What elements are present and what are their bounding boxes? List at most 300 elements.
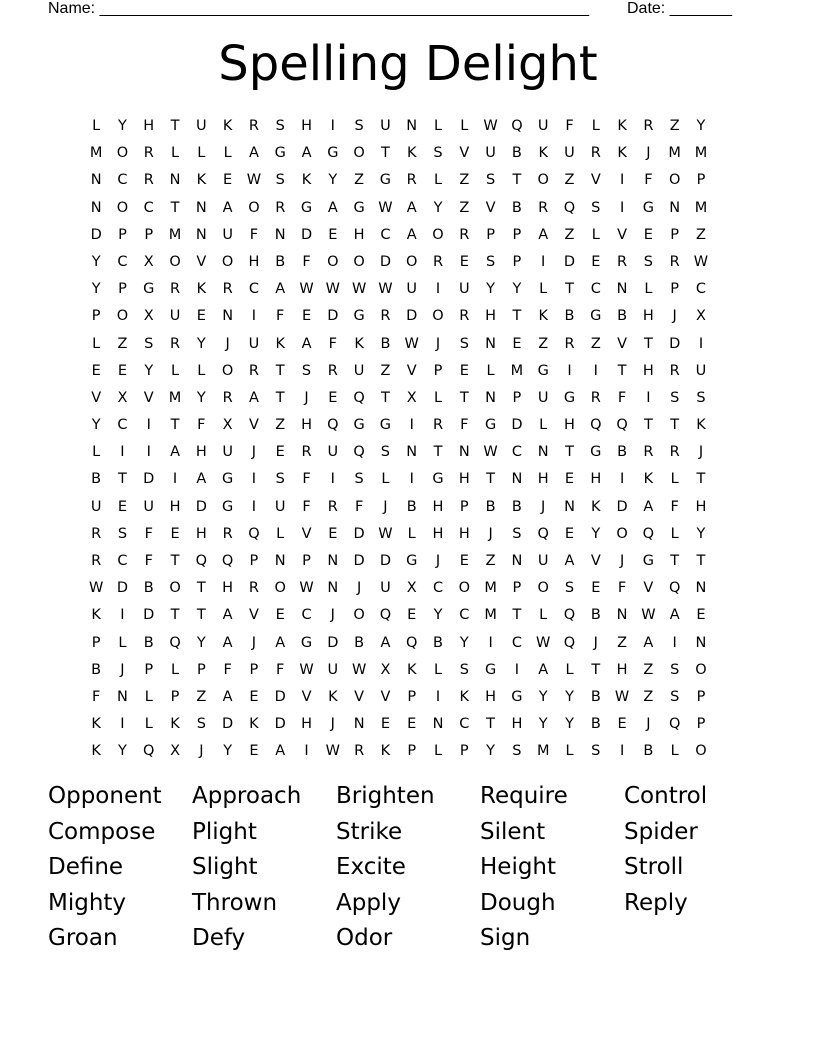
grid-letter[interactable]: L xyxy=(591,226,600,243)
grid-letter[interactable]: U xyxy=(485,145,496,162)
grid-letter[interactable]: V xyxy=(617,335,628,352)
grid-letter[interactable]: G xyxy=(642,199,654,216)
grid-letter[interactable]: C xyxy=(511,634,522,651)
grid-letter[interactable]: K xyxy=(249,716,259,733)
grid-letter[interactable]: L xyxy=(433,661,443,678)
grid-letter[interactable]: H xyxy=(695,498,707,515)
grid-letter[interactable]: N xyxy=(274,226,286,243)
grid-letter[interactable]: X xyxy=(406,389,417,406)
grid-letter[interactable]: L xyxy=(407,525,416,542)
grid-letter[interactable]: D xyxy=(379,553,391,569)
grid-letter[interactable]: I xyxy=(488,634,493,651)
grid-letter[interactable]: S xyxy=(564,580,575,597)
grid-letter[interactable]: Q xyxy=(353,389,365,406)
grid-letter[interactable]: E xyxy=(459,362,469,379)
grid-letter[interactable]: N xyxy=(90,172,102,189)
grid-letter[interactable]: Q xyxy=(169,634,181,651)
grid-letter[interactable]: N xyxy=(117,688,128,705)
grid-letter[interactable]: S xyxy=(301,362,312,379)
grid-letter[interactable]: R xyxy=(327,362,338,379)
grid-letter[interactable]: N xyxy=(90,199,102,216)
grid-letter[interactable]: P xyxy=(196,661,206,678)
grid-letter[interactable]: G xyxy=(537,362,549,379)
grid-letter[interactable]: T xyxy=(170,553,180,569)
grid-letter[interactable]: I xyxy=(619,199,625,216)
grid-letter[interactable]: X xyxy=(143,253,154,270)
grid-letter[interactable]: J xyxy=(251,634,257,651)
grid-letter[interactable]: K xyxy=(222,118,233,134)
grid-letter[interactable]: K xyxy=(643,471,654,488)
grid-letter[interactable]: E xyxy=(301,308,312,325)
grid-letter[interactable]: J xyxy=(356,580,362,597)
grid-letter[interactable]: J xyxy=(593,634,598,651)
grid-letter[interactable]: J xyxy=(304,389,309,406)
grid-letter[interactable]: H xyxy=(458,471,470,488)
grid-letter[interactable]: U xyxy=(564,145,575,162)
grid-letter[interactable]: R xyxy=(669,444,680,461)
grid-letter[interactable]: E xyxy=(223,172,233,189)
grid-letter[interactable]: G xyxy=(484,417,497,434)
grid-letter[interactable]: E xyxy=(170,525,180,542)
grid-letter[interactable]: B xyxy=(143,634,154,651)
grid-letter[interactable]: O xyxy=(537,172,549,189)
grid-letter[interactable]: H xyxy=(458,525,470,542)
grid-letter[interactable]: F xyxy=(617,580,627,597)
grid-letter[interactable]: S xyxy=(696,389,706,406)
grid-letter[interactable]: T xyxy=(118,471,127,488)
grid-letter[interactable]: T xyxy=(591,661,601,678)
grid-letter[interactable]: Q xyxy=(327,417,339,434)
grid-letter[interactable]: O xyxy=(169,253,181,270)
grid-letter[interactable]: L xyxy=(144,688,153,705)
grid-letter[interactable]: P xyxy=(144,226,154,243)
grid-letter[interactable]: F xyxy=(197,417,206,434)
grid-letter[interactable]: W xyxy=(351,661,367,678)
grid-letter[interactable]: Q xyxy=(563,607,576,624)
grid-letter[interactable]: G xyxy=(590,444,602,461)
grid-letter[interactable]: J xyxy=(619,553,625,569)
grid-letter[interactable]: J xyxy=(251,444,257,461)
grid-letter[interactable]: S xyxy=(591,199,601,216)
grid-letter[interactable]: Y xyxy=(433,607,443,624)
grid-letter[interactable]: K xyxy=(380,743,391,760)
grid-letter[interactable]: Y xyxy=(512,281,522,298)
grid-letter[interactable]: I xyxy=(514,661,520,678)
grid-letter[interactable]: G xyxy=(406,553,418,569)
grid-letter[interactable]: L xyxy=(170,362,180,379)
grid-letter[interactable]: P xyxy=(459,743,469,760)
grid-letter[interactable]: T xyxy=(380,145,390,162)
grid-letter[interactable]: L xyxy=(486,362,495,379)
grid-letter[interactable]: Y xyxy=(118,743,127,760)
grid-letter[interactable]: R xyxy=(432,417,444,434)
grid-letter[interactable]: R xyxy=(669,253,680,270)
grid-letter[interactable]: E xyxy=(591,580,601,597)
grid-letter[interactable]: O xyxy=(248,199,260,216)
grid-letter[interactable]: O xyxy=(221,253,234,270)
grid-letter[interactable]: I xyxy=(251,471,257,488)
grid-letter[interactable]: M xyxy=(484,580,497,597)
grid-letter[interactable]: A xyxy=(301,145,312,162)
grid-letter[interactable]: F xyxy=(670,498,679,515)
grid-letter[interactable]: U xyxy=(143,498,155,515)
grid-letter[interactable]: O xyxy=(221,362,234,379)
grid-letter[interactable]: Q xyxy=(195,553,208,569)
grid-letter[interactable]: D xyxy=(327,634,339,651)
grid-letter[interactable]: O xyxy=(668,172,681,189)
grid-letter[interactable]: N xyxy=(616,607,628,624)
grid-letter[interactable]: H xyxy=(642,308,654,325)
grid-letter[interactable]: H xyxy=(485,688,497,705)
grid-letter[interactable]: B xyxy=(275,253,286,270)
grid-letter[interactable]: H xyxy=(222,580,234,597)
grid-letter[interactable]: V xyxy=(354,688,365,705)
grid-letter[interactable]: I xyxy=(541,253,546,270)
grid-letter[interactable]: V xyxy=(590,553,601,569)
grid-letter[interactable]: E xyxy=(275,607,285,624)
grid-letter[interactable]: A xyxy=(222,688,233,705)
grid-letter[interactable]: A xyxy=(275,281,286,298)
grid-letter[interactable]: Y xyxy=(538,688,548,705)
grid-letter[interactable]: V xyxy=(196,253,207,270)
grid-letter[interactable]: K xyxy=(91,743,101,760)
grid-letter[interactable]: Z xyxy=(196,688,207,705)
grid-letter[interactable]: E xyxy=(512,335,522,352)
grid-letter[interactable]: W xyxy=(641,607,656,624)
grid-letter[interactable]: C xyxy=(117,553,128,569)
grid-letter[interactable]: F xyxy=(144,525,153,542)
grid-letter[interactable]: N xyxy=(669,199,681,216)
grid-letter[interactable]: G xyxy=(353,199,365,216)
grid-letter[interactable]: R xyxy=(617,253,628,270)
grid-letter[interactable]: L xyxy=(197,362,206,379)
grid-letter[interactable]: J xyxy=(199,743,204,760)
name-field[interactable] xyxy=(48,0,589,18)
grid-letter[interactable]: E xyxy=(117,362,128,379)
grid-letter[interactable]: T xyxy=(196,607,206,624)
grid-letter[interactable]: D xyxy=(116,580,129,597)
grid-letter[interactable]: B xyxy=(511,199,522,216)
grid-letter[interactable]: D xyxy=(274,688,286,705)
grid-letter[interactable]: M xyxy=(168,226,182,243)
grid-letter[interactable]: C xyxy=(143,199,154,216)
grid-letter[interactable]: F xyxy=(276,308,285,325)
grid-letter[interactable]: R xyxy=(327,498,338,515)
grid-letter[interactable]: C xyxy=(590,281,601,298)
grid-letter[interactable]: H xyxy=(642,362,654,379)
grid-letter[interactable]: H xyxy=(564,417,575,434)
grid-letter[interactable]: U xyxy=(537,118,549,134)
grid-letter[interactable]: K xyxy=(91,607,101,624)
grid-letter[interactable]: D xyxy=(669,335,681,352)
grid-letter[interactable]: L xyxy=(433,389,443,406)
grid-letter[interactable]: R xyxy=(643,118,654,134)
grid-letter[interactable]: E xyxy=(249,743,259,760)
grid-letter[interactable]: M xyxy=(668,145,681,162)
grid-letter[interactable]: T xyxy=(170,417,180,434)
grid-letter[interactable]: E xyxy=(196,308,206,325)
grid-letter[interactable]: P xyxy=(696,172,706,189)
grid-letter[interactable]: L xyxy=(644,281,653,298)
grid-letter[interactable]: P xyxy=(249,553,259,569)
grid-letter[interactable]: U xyxy=(90,498,102,515)
grid-letter[interactable]: Y xyxy=(91,253,101,270)
grid-letter[interactable]: E xyxy=(564,471,575,488)
grid-letter[interactable]: H xyxy=(590,471,602,488)
grid-letter[interactable]: V xyxy=(248,417,259,434)
grid-letter[interactable]: P xyxy=(144,661,154,678)
grid-letter[interactable]: L xyxy=(223,145,232,162)
grid-letter[interactable]: Y xyxy=(591,525,601,542)
grid-letter[interactable]: W xyxy=(299,661,314,678)
grid-letter[interactable]: W xyxy=(378,525,393,542)
grid-letter[interactable]: T xyxy=(512,607,522,624)
grid-letter[interactable]: B xyxy=(617,308,628,325)
grid-letter[interactable]: B xyxy=(617,444,628,461)
grid-letter[interactable]: H xyxy=(195,444,207,461)
grid-letter[interactable]: C xyxy=(117,417,128,434)
grid-letter[interactable]: P xyxy=(118,226,127,243)
grid-letter[interactable]: R xyxy=(143,172,154,189)
grid-letter[interactable]: S xyxy=(670,389,680,406)
grid-letter[interactable]: C xyxy=(380,226,391,243)
grid-letter[interactable]: W xyxy=(88,580,104,597)
grid-letter[interactable]: P xyxy=(512,580,522,597)
grid-letter[interactable]: Y xyxy=(196,389,206,406)
grid-letter[interactable]: R xyxy=(564,335,575,352)
grid-letter[interactable]: S xyxy=(117,525,128,542)
grid-letter[interactable]: B xyxy=(590,716,601,733)
grid-letter[interactable]: J xyxy=(435,335,441,352)
grid-letter[interactable]: F xyxy=(354,498,364,515)
grid-letter[interactable]: X xyxy=(380,661,391,678)
grid-letter[interactable]: W xyxy=(325,281,340,298)
grid-letter[interactable]: P xyxy=(118,281,127,298)
grid-letter[interactable]: W xyxy=(299,281,314,298)
grid-letter[interactable]: J xyxy=(120,661,125,678)
grid-letter[interactable]: Y xyxy=(144,362,154,379)
grid-letter[interactable]: P xyxy=(512,253,522,270)
grid-letter[interactable]: O xyxy=(353,607,365,624)
grid-letter[interactable]: A xyxy=(248,389,259,406)
grid-letter[interactable]: L xyxy=(197,145,206,162)
grid-letter[interactable]: F xyxy=(302,253,311,270)
grid-letter[interactable]: G xyxy=(511,688,523,705)
grid-letter[interactable]: U xyxy=(222,226,233,243)
grid-letter[interactable]: E xyxy=(249,688,259,705)
grid-letter[interactable]: K xyxy=(196,172,207,189)
grid-letter[interactable]: N xyxy=(406,118,418,134)
grid-letter[interactable]: E xyxy=(407,607,417,624)
grid-letter[interactable]: Y xyxy=(486,281,496,298)
grid-letter[interactable]: R xyxy=(248,118,259,134)
grid-letter[interactable]: F xyxy=(91,688,101,705)
grid-letter[interactable]: A xyxy=(538,226,549,243)
grid-letter[interactable]: N xyxy=(195,226,207,243)
grid-letter[interactable]: N xyxy=(695,634,707,651)
grid-letter[interactable]: B xyxy=(511,145,522,162)
grid-letter[interactable]: C xyxy=(511,444,522,461)
grid-letter[interactable]: Q xyxy=(379,607,392,624)
grid-letter[interactable]: O xyxy=(116,145,129,162)
grid-letter[interactable]: Y xyxy=(91,417,101,434)
grid-letter[interactable]: H xyxy=(432,498,444,515)
grid-letter[interactable]: Y xyxy=(565,716,574,733)
grid-letter[interactable]: G xyxy=(432,471,444,488)
grid-letter[interactable]: B xyxy=(590,607,601,624)
grid-letter[interactable]: N xyxy=(511,553,523,569)
grid-letter[interactable]: P xyxy=(512,389,522,406)
grid-letter[interactable]: T xyxy=(696,471,706,488)
grid-letter[interactable]: T xyxy=(433,444,443,461)
grid-letter[interactable]: U xyxy=(537,389,549,406)
grid-letter[interactable]: H xyxy=(248,253,260,270)
grid-letter[interactable]: T xyxy=(196,580,206,597)
grid-letter[interactable]: T xyxy=(486,716,496,733)
grid-letter[interactable]: U xyxy=(695,362,707,379)
grid-letter[interactable]: H xyxy=(353,226,365,243)
grid-letter[interactable]: N xyxy=(511,471,523,488)
grid-letter[interactable]: W xyxy=(378,199,393,216)
grid-letter[interactable]: O xyxy=(353,145,365,162)
grid-letter[interactable]: W xyxy=(536,634,551,651)
grid-letter[interactable]: D xyxy=(300,226,313,243)
grid-letter[interactable]: R xyxy=(459,308,470,325)
grid-letter[interactable]: O xyxy=(406,253,418,270)
grid-letter[interactable]: R xyxy=(643,444,654,461)
grid-letter[interactable]: O xyxy=(169,580,181,597)
grid-letter[interactable]: Q xyxy=(221,553,234,569)
grid-letter[interactable]: D xyxy=(143,471,155,488)
grid-letter[interactable]: N xyxy=(274,553,286,569)
grid-letter[interactable]: R xyxy=(432,253,444,270)
grid-letter[interactable]: S xyxy=(275,118,285,134)
grid-letter[interactable]: N xyxy=(406,444,418,461)
grid-letter[interactable]: O xyxy=(116,199,129,216)
grid-letter[interactable]: C xyxy=(459,607,470,624)
grid-letter[interactable]: I xyxy=(619,172,625,189)
grid-letter[interactable]: E xyxy=(91,362,101,379)
grid-letter[interactable]: G xyxy=(222,471,234,488)
grid-letter[interactable]: J xyxy=(330,607,335,624)
grid-letter[interactable]: Q xyxy=(511,118,523,134)
grid-letter[interactable]: A xyxy=(275,743,286,760)
grid-letter[interactable]: I xyxy=(251,498,257,515)
grid-letter[interactable]: F xyxy=(223,661,232,678)
grid-letter[interactable]: R xyxy=(248,580,259,597)
grid-letter[interactable]: L xyxy=(433,118,443,134)
grid-letter[interactable]: D xyxy=(90,226,102,243)
grid-letter[interactable]: U xyxy=(406,281,418,298)
grid-letter[interactable]: T xyxy=(459,389,469,406)
grid-letter[interactable]: E xyxy=(459,553,469,569)
grid-letter[interactable]: R xyxy=(459,226,470,243)
grid-letter[interactable]: R xyxy=(380,308,391,325)
grid-letter[interactable]: I xyxy=(619,471,625,488)
grid-letter[interactable]: I xyxy=(567,362,572,379)
grid-letter[interactable]: A xyxy=(643,634,654,651)
grid-letter[interactable]: L xyxy=(670,743,679,760)
grid-letter[interactable]: K xyxy=(354,335,364,352)
grid-letter[interactable]: J xyxy=(646,145,651,162)
grid-letter[interactable]: S xyxy=(459,335,469,352)
grid-letter[interactable]: N xyxy=(169,172,181,189)
grid-letter[interactable]: T xyxy=(380,389,390,406)
grid-letter[interactable]: K xyxy=(301,172,312,189)
grid-letter[interactable]: B xyxy=(380,335,391,352)
grid-letter[interactable]: R xyxy=(143,145,154,162)
grid-letter[interactable]: M xyxy=(484,607,497,624)
grid-letter[interactable]: L xyxy=(433,743,443,760)
grid-letter[interactable]: U xyxy=(248,335,260,352)
grid-letter[interactable]: M xyxy=(694,145,708,162)
grid-letter[interactable]: E xyxy=(591,253,601,270)
grid-letter[interactable]: Q xyxy=(668,716,681,733)
grid-letter[interactable]: P xyxy=(696,716,706,733)
grid-letter[interactable]: X xyxy=(696,308,706,325)
grid-letter[interactable]: W xyxy=(614,688,630,705)
grid-letter[interactable]: Q xyxy=(248,525,260,542)
grid-letter[interactable]: W xyxy=(246,172,262,189)
grid-letter[interactable]: A xyxy=(301,335,312,352)
grid-letter[interactable]: G xyxy=(353,417,365,434)
grid-letter[interactable]: P xyxy=(670,226,680,243)
grid-letter[interactable]: Z xyxy=(459,172,470,189)
grid-letter[interactable]: S xyxy=(275,471,285,488)
grid-letter[interactable]: N xyxy=(353,716,365,733)
grid-letter[interactable]: G xyxy=(642,553,654,569)
grid-letter[interactable]: M xyxy=(168,389,182,406)
grid-letter[interactable]: G xyxy=(222,498,234,515)
grid-letter[interactable]: O xyxy=(537,580,549,597)
grid-letter[interactable]: V xyxy=(248,607,259,624)
grid-letter[interactable]: O xyxy=(695,743,707,760)
grid-letter[interactable]: L xyxy=(670,471,679,488)
grid-letter[interactable]: X xyxy=(170,743,180,760)
grid-letter[interactable]: A xyxy=(327,199,338,216)
grid-letter[interactable]: D xyxy=(379,253,391,270)
grid-letter[interactable]: E xyxy=(407,716,417,733)
grid-letter[interactable]: R xyxy=(354,743,365,760)
grid-letter[interactable]: N xyxy=(432,716,444,733)
grid-letter[interactable]: R xyxy=(222,525,233,542)
grid-letter[interactable]: W xyxy=(693,253,709,270)
grid-letter[interactable]: U xyxy=(537,553,549,569)
grid-letter[interactable]: R xyxy=(406,172,417,189)
grid-letter[interactable]: Y xyxy=(459,634,469,651)
grid-letter[interactable]: G xyxy=(379,172,392,189)
grid-letter[interactable]: T xyxy=(565,281,574,298)
grid-letter[interactable]: S xyxy=(643,253,653,270)
grid-letter[interactable]: B xyxy=(143,580,154,597)
grid-letter[interactable]: S xyxy=(485,172,496,189)
grid-letter[interactable]: A xyxy=(406,199,417,216)
grid-letter[interactable]: C xyxy=(117,172,128,189)
grid-letter[interactable]: Y xyxy=(433,199,443,216)
grid-letter[interactable]: S xyxy=(196,716,206,733)
grid-letter[interactable]: L xyxy=(460,118,469,134)
grid-letter[interactable]: S xyxy=(485,253,496,270)
grid-letter[interactable]: I xyxy=(330,118,335,134)
grid-letter[interactable]: P xyxy=(407,688,417,705)
grid-letter[interactable]: U xyxy=(222,444,233,461)
grid-letter[interactable]: U xyxy=(353,362,365,379)
date-field[interactable] xyxy=(627,0,732,18)
grid-letter[interactable]: J xyxy=(488,525,493,542)
grid-letter[interactable]: Q xyxy=(143,743,155,760)
grid-letter[interactable]: M xyxy=(89,145,103,162)
grid-letter[interactable]: Q xyxy=(353,444,365,461)
